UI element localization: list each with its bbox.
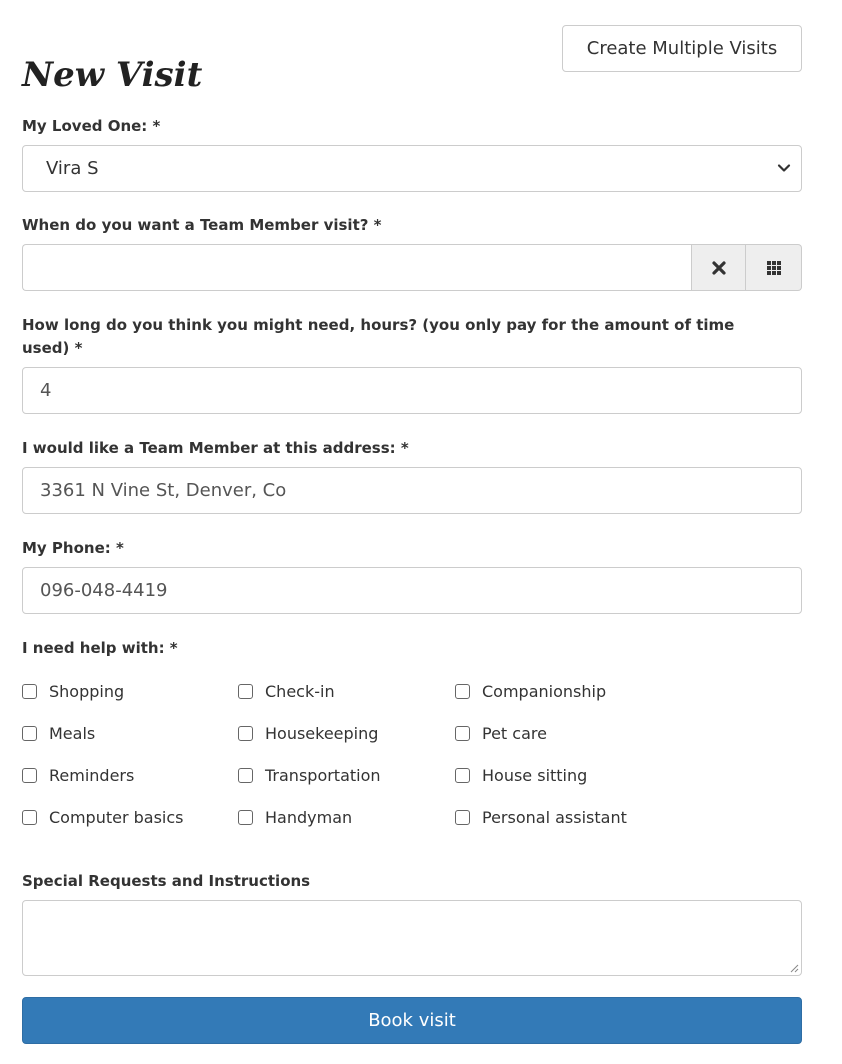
special-requests-label: Special Requests and Instructions xyxy=(22,872,311,890)
checkbox[interactable] xyxy=(22,768,37,783)
checkbox[interactable] xyxy=(238,810,253,825)
checkbox[interactable] xyxy=(22,810,37,825)
phone-value: 096-048-4419 xyxy=(40,580,168,601)
help-option-label: Transportation xyxy=(265,766,381,785)
clear-date-button[interactable] xyxy=(691,244,746,291)
checkbox[interactable] xyxy=(238,684,253,699)
checkbox[interactable] xyxy=(238,768,253,783)
help-option-companionship[interactable] xyxy=(455,682,606,701)
checkbox[interactable] xyxy=(22,684,37,699)
phone-label: My Phone: * xyxy=(22,539,124,557)
checkbox[interactable] xyxy=(455,726,470,741)
checkbox[interactable] xyxy=(455,768,470,783)
help-option-label: Reminders xyxy=(49,766,135,785)
help-option-label: House sitting xyxy=(482,766,588,785)
checkbox[interactable] xyxy=(22,726,37,741)
duration-input[interactable] xyxy=(22,367,802,414)
special-requests-textarea[interactable] xyxy=(22,900,802,976)
help-option-label: Meals xyxy=(49,724,96,743)
help-option-housekeeping[interactable] xyxy=(238,724,378,743)
page-title: New Visit xyxy=(22,55,203,95)
help-label: I need help with: * xyxy=(22,639,178,657)
loved-one-selected-value: Vira S xyxy=(46,158,99,179)
book-visit-button[interactable]: Book visit xyxy=(22,997,802,1044)
create-multiple-visits-button[interactable]: Create Multiple Visits xyxy=(562,25,802,72)
help-option-transportation[interactable] xyxy=(238,766,381,785)
open-calendar-button[interactable] xyxy=(746,244,802,291)
visit-time-label: When do you want a Team Member visit? * xyxy=(22,216,382,234)
phone-input[interactable] xyxy=(22,567,802,614)
address-input[interactable] xyxy=(22,467,802,514)
checkbox[interactable] xyxy=(455,684,470,699)
checkbox[interactable] xyxy=(238,726,253,741)
checkbox[interactable] xyxy=(455,810,470,825)
address-label: I would like a Team Member at this address: * xyxy=(22,439,409,457)
help-option-personal-assistant[interactable] xyxy=(455,808,627,827)
resize-grip-icon[interactable] xyxy=(789,963,799,973)
help-option-label: Personal assistant xyxy=(482,808,627,827)
help-option-computer-basics[interactable] xyxy=(22,808,184,827)
help-option-label: Check-in xyxy=(265,682,335,701)
help-option-label: Handyman xyxy=(265,808,353,827)
help-option-pet-care[interactable] xyxy=(455,724,547,743)
help-option-house-sitting[interactable] xyxy=(455,766,587,785)
help-option-label: Computer basics xyxy=(49,808,184,827)
loved-one-select[interactable] xyxy=(22,145,802,192)
help-option-meals[interactable] xyxy=(22,724,95,743)
address-value: 3361 N Vine St, Denver, Co xyxy=(40,480,287,501)
duration-label: How long do you think you might need, hours? (you only pay for the amount of time used) * xyxy=(22,316,735,357)
duration-value: 4 xyxy=(40,380,52,401)
loved-one-label: My Loved One: * xyxy=(22,117,161,135)
times-icon xyxy=(711,260,727,276)
help-option-label: Shopping xyxy=(49,682,125,701)
help-option-label: Companionship xyxy=(482,682,607,701)
help-option-check-in[interactable] xyxy=(238,682,335,701)
grid-calendar-icon xyxy=(766,260,782,276)
help-option-reminders[interactable] xyxy=(22,766,134,785)
help-option-label: Housekeeping xyxy=(265,724,379,743)
visit-time-input[interactable] xyxy=(22,244,692,291)
help-option-shopping[interactable] xyxy=(22,682,124,701)
help-option-handyman[interactable] xyxy=(238,808,352,827)
help-option-label: Pet care xyxy=(482,724,547,743)
chevron-down-icon xyxy=(777,161,791,175)
